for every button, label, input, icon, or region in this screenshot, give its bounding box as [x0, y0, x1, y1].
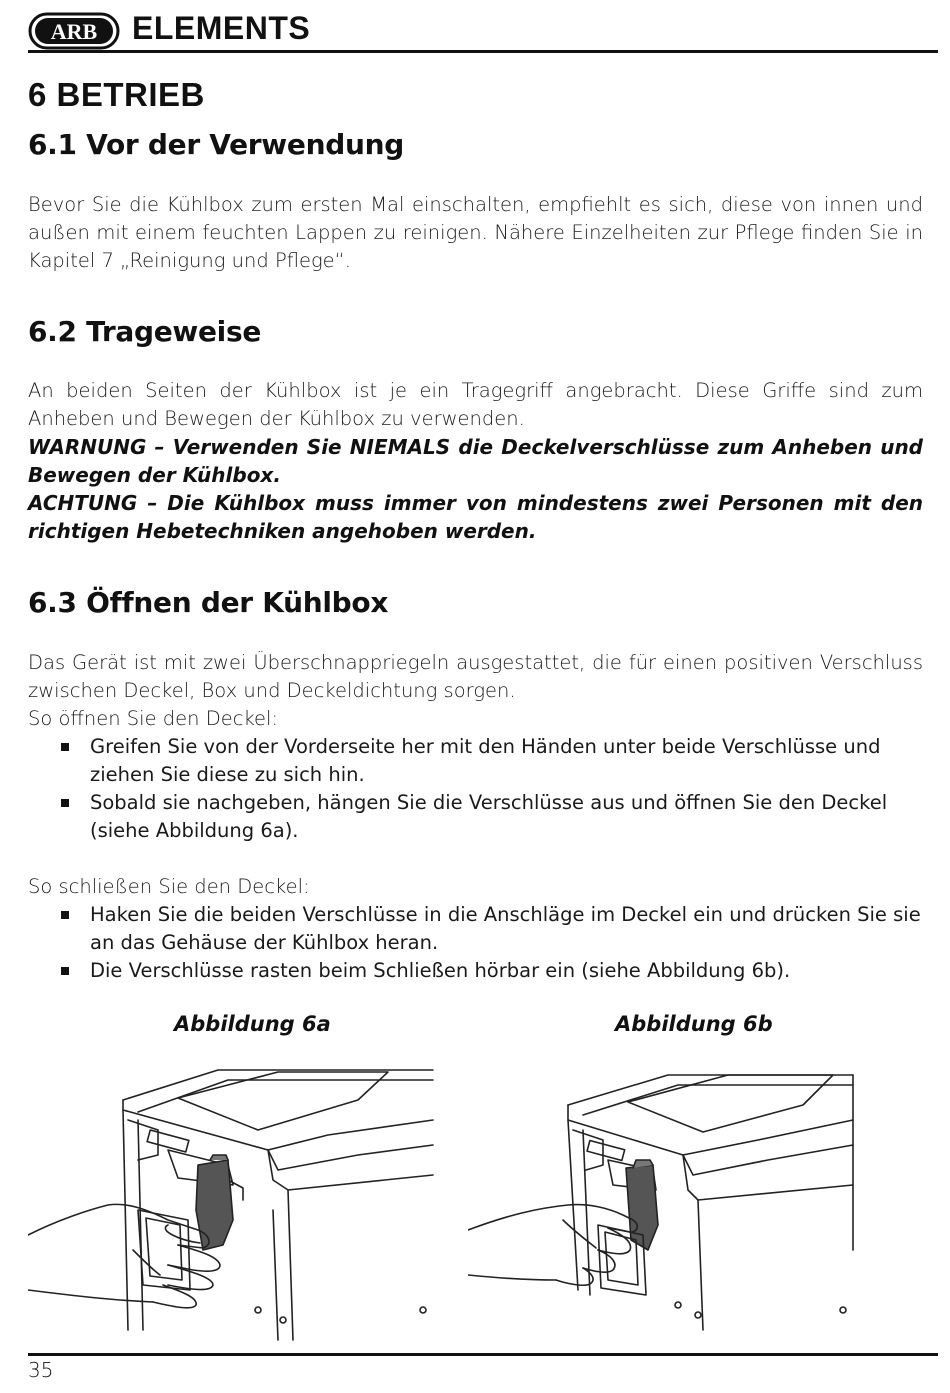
list-item: Haken Sie die beiden Verschlüsse in die Anschläge im Deckel ein und drücken Sie sie an das Gehäuse der Kühlbox heran.: [28, 901, 923, 957]
close-intro: So schließen Sie den Deckel:: [28, 875, 310, 898]
figure-6a-illustration: [28, 1060, 438, 1345]
warning-note: WARNUNG – Verwenden Sie NIEMALS die Deckelverschlüsse zum Anheben und Bewegen der Kühlbox.: [28, 435, 923, 487]
close-steps-list: [28, 901, 923, 985]
page-header: [28, 8, 938, 52]
chapter-title: 6 BETRIEB: [28, 76, 205, 113]
section-6-1-title: 6.1 Vor der Verwendung: [28, 128, 404, 161]
page-number: 35: [28, 1358, 54, 1382]
section-6-2-paragraph: An beiden Seiten der Kühlbox ist je ein Tragegriff angebracht. Diese Griffe sind zum Anheben und Bewegen der Kühlbox zu verwenden.: [28, 379, 923, 430]
figure-6a-caption: Abbildung 6a: [174, 1012, 331, 1036]
header-divider: [28, 50, 938, 53]
section-6-1-paragraph: Bevor Sie die Kühlbox zum ersten Mal einschalten, empfiehlt es sich, diese von innen und außen mit einem feuchten Lappen zu reinigen. Nähere Einzelheiten zur Pflege finden Sie in Kapitel 7 „Reinigung und Pflege“.: [28, 193, 923, 272]
section-6-3-paragraph: Das Gerät ist mit zwei Überschnappriegeln ausgestattet, die für einen positiven Verschluss zwischen Deckel, Box und Deckeldichtung sorgen.: [28, 651, 923, 702]
section-6-2-title: 6.2 Trageweise: [28, 315, 262, 348]
figure-6b-illustration: [468, 1060, 888, 1345]
list-item: Greifen Sie von der Vorderseite her mit den Händen unter beide Verschlüsse und ziehen Sie diese zu sich hin.: [28, 733, 923, 789]
brand-title: ELEMENTS: [132, 10, 311, 46]
list-item: Die Verschlüsse rasten beim Schließen hörbar ein (siehe Abbildung 6b).: [28, 957, 923, 985]
open-intro: So öffnen Sie den Deckel:: [28, 707, 279, 730]
caution-note: ACHTUNG – Die Kühlbox muss immer von mindestens zwei Personen mit den richtigen Hebetechniken angehoben werden.: [28, 491, 923, 543]
section-6-3-title: 6.3 Öffnen der Kühlbox: [28, 586, 389, 619]
logo-text: ARB: [50, 19, 98, 44]
figure-6b-caption: Abbildung 6b: [615, 1012, 773, 1036]
open-steps-list: [28, 733, 923, 845]
arb-logo: [28, 12, 120, 50]
list-item: Sobald sie nachgeben, hängen Sie die Verschlüsse aus und öffnen Sie den Deckel (siehe Abbildung 6a).: [28, 789, 923, 845]
footer-divider: [28, 1353, 938, 1356]
